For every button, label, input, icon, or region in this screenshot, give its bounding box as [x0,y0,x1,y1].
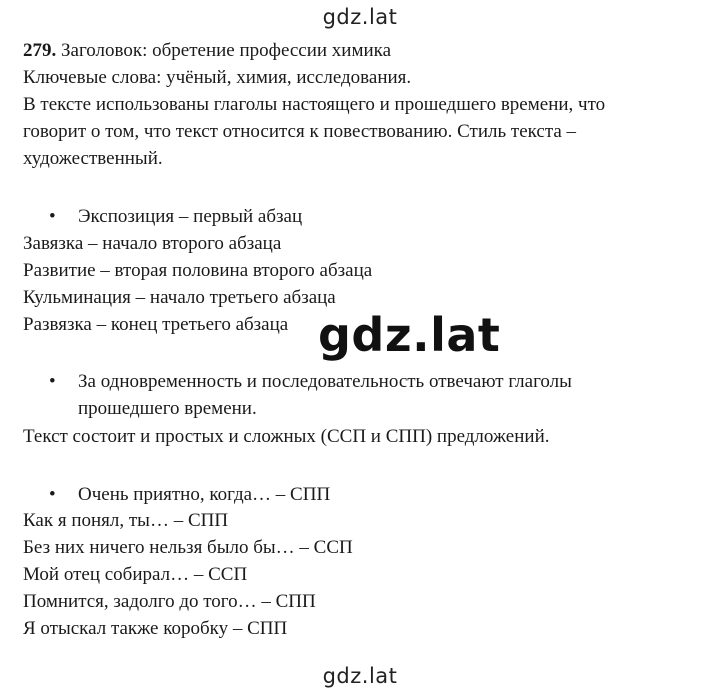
list-line: Мой отец собирал… – ССП [23,564,248,585]
list-line: Завязка – начало второго абзаца [23,233,282,254]
paragraph-line: художественный. [23,148,163,169]
bullet-dot: • [49,206,56,227]
watermark-bottom: gdz.lat [322,664,398,688]
paragraph-line: говорит о том, что текст относится к повествованию. Стиль текста – [23,121,577,142]
list-line: Как я понял, ты… – СПП [23,510,229,531]
list-line: Я отыскал также коробку – СПП [23,618,288,639]
list-line: Развязка – конец третьего абзаца [23,314,289,335]
list-line: Кульминация – начало третьего абзаца [23,287,336,308]
keywords-line: Ключевые слова: учёный, химия, исследования. [23,67,412,88]
task-number: 279. [23,40,57,61]
bullet-dot: • [49,484,56,505]
watermark-middle: gdz.lat [318,308,501,362]
bullet-item: Экспозиция – первый абзац [78,206,303,227]
paragraph-line: В тексте использованы глаголы настоящего и прошедшего времени, что [23,94,606,115]
bullet-item: За одновременность и последовательность отвечают глаголы [78,371,572,392]
list-line: Текст состоит и простых и сложных (ССП и СПП) предложений. [23,426,550,447]
list-line: Развитие – вторая половина второго абзаца [23,260,373,281]
watermark-top: gdz.lat [322,5,398,29]
bullet-item-continuation: прошедшего времени. [78,398,257,419]
task-header [23,37,391,64]
bullet-dot: • [49,371,56,392]
list-line: Без них ничего нельзя было бы… – ССП [23,537,353,558]
task-title: Заголовок: обретение профессии химика [61,40,392,61]
list-line: Помнится, задолго до того… – СПП [23,591,316,612]
bullet-item: Очень приятно, когда… – СПП [78,484,331,505]
